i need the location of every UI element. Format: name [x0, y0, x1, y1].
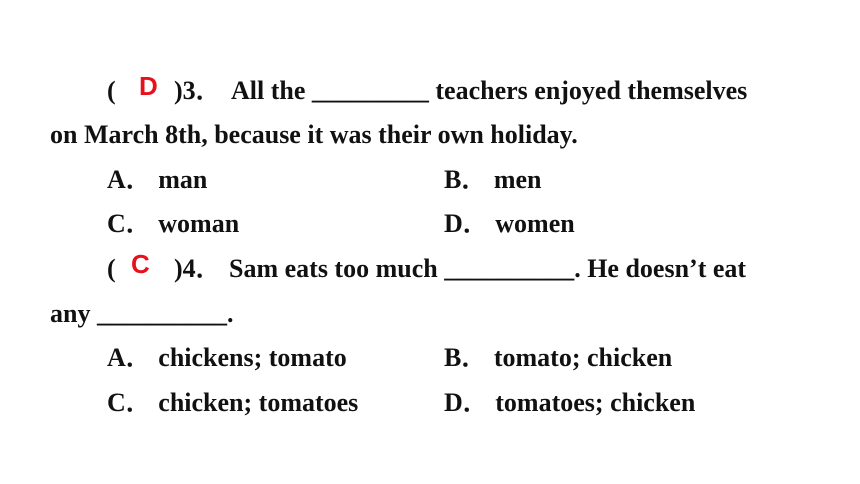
question-3-option-a: A． man	[107, 165, 208, 194]
question-4-option-b: B． tomato; chicken	[444, 343, 673, 372]
question-4-option-c: C． chicken; tomatoes	[107, 388, 359, 417]
question-4-option-a: A． chickens; tomato	[107, 343, 347, 372]
question-4-paren-open: (	[107, 254, 116, 283]
question-4-stem-line1: Sam eats too much __________. He doesn’t eat	[229, 254, 747, 283]
question-3-option-b: B． men	[444, 165, 542, 194]
question-4-number: )4．	[174, 254, 222, 283]
question-4-answer: C	[131, 249, 150, 279]
question-3-option-d: D． women	[444, 209, 575, 238]
question-3-stem-line2: on March 8th, because it was their own holiday.	[50, 120, 578, 149]
question-3-option-c: C． woman	[107, 209, 240, 238]
question-4-option-d: D． tomatoes; chicken	[444, 388, 696, 417]
question-3-stem-line1: All the _________ teachers enjoyed themselves	[231, 76, 748, 105]
question-3-number: )3．	[174, 76, 222, 105]
question-3-paren-open: (	[107, 76, 116, 105]
question-4-stem-line2: any __________.	[50, 299, 234, 328]
question-3-answer: D	[139, 71, 158, 101]
